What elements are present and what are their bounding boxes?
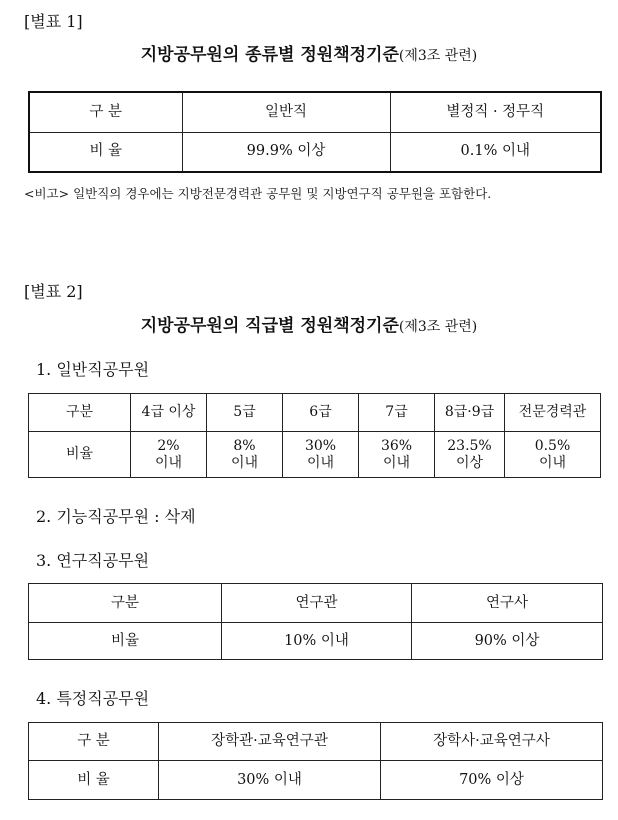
table-row xyxy=(29,623,603,660)
header-cell: 구분 xyxy=(29,394,131,432)
header-cell: 6급 xyxy=(283,394,359,432)
table-row xyxy=(29,432,601,478)
cell-qualifier: 이내 xyxy=(382,454,411,471)
section-2-heading: 2. 기능직공무원 : 삭제 xyxy=(36,507,196,526)
section-4-heading: 4. 특정직공무원 xyxy=(36,689,150,708)
table-cell: 10% 이내 xyxy=(222,623,412,660)
header-cell: 장학사·교육연구사 xyxy=(381,723,603,761)
cell-value: 0.5% xyxy=(534,437,571,454)
table-cell: 30% 이내 xyxy=(159,761,381,800)
grade-type-ratio-table xyxy=(28,91,602,173)
cell-qualifier: 이내 xyxy=(538,454,567,471)
table-cell xyxy=(207,432,283,478)
cell-value: 30% xyxy=(304,437,337,454)
row-label: 비 율 xyxy=(29,132,182,172)
annex-1-tag: [별표 1] xyxy=(24,12,83,31)
table-cell xyxy=(505,432,601,478)
table-header-row xyxy=(29,394,601,432)
table-row xyxy=(29,132,601,172)
cell-qualifier: 이내 xyxy=(306,454,335,471)
annex-2-title-ref: (제3조 관련) xyxy=(398,319,478,335)
header-cell: 구 분 xyxy=(29,723,159,761)
header-cell: 구 분 xyxy=(29,92,182,132)
table-cell: 70% 이상 xyxy=(381,761,603,800)
general-service-table xyxy=(28,393,601,478)
cell-value: 23.5% xyxy=(447,437,492,454)
table-header-row xyxy=(29,584,603,623)
annex-2-title-text: 지방공무원의 직급별 정원책정기준 xyxy=(140,316,399,336)
table-cell xyxy=(359,432,435,478)
table-cell xyxy=(131,432,207,478)
header-cell: 전문경력관 xyxy=(505,394,601,432)
cell-value: 8% xyxy=(233,437,256,454)
research-service-table xyxy=(28,583,603,660)
special-service-table xyxy=(28,722,603,800)
annex-1-title xyxy=(0,40,618,65)
annex-2-title xyxy=(0,311,618,336)
table-cell: 0.1% 이내 xyxy=(390,132,601,172)
annex-1-title-text: 지방공무원의 종류별 정원책정기준 xyxy=(140,45,399,65)
annex-1-title-ref: (제3조 관련) xyxy=(398,48,478,64)
header-cell: 4급 이상 xyxy=(131,394,207,432)
table-cell: 99.9% 이상 xyxy=(182,132,390,172)
table-cell xyxy=(435,432,505,478)
row-label: 비율 xyxy=(29,623,222,660)
header-cell: 장학관·교육연구관 xyxy=(159,723,381,761)
header-cell: 구분 xyxy=(29,584,222,623)
section-3-heading: 3. 연구직공무원 xyxy=(36,551,150,570)
table-cell xyxy=(283,432,359,478)
header-cell: 연구사 xyxy=(412,584,603,623)
table-cell: 90% 이상 xyxy=(412,623,603,660)
header-cell: 연구관 xyxy=(222,584,412,623)
header-cell: 5급 xyxy=(207,394,283,432)
cell-qualifier: 이내 xyxy=(154,454,183,471)
header-cell: 별정직 · 정무직 xyxy=(390,92,601,132)
cell-value: 2% xyxy=(157,437,180,454)
cell-value: 36% xyxy=(380,437,413,454)
header-cell: 8급·9급 xyxy=(435,394,505,432)
section-1-heading: 1. 일반직공무원 xyxy=(36,360,150,379)
cell-qualifier: 이상 xyxy=(455,454,484,471)
annex-1-note: <비고> 일반직의 경우에는 지방전문경력관 공무원 및 지방연구직 공무원을 포함한다. xyxy=(24,186,492,201)
cell-qualifier: 이내 xyxy=(230,454,259,471)
table-header-row xyxy=(29,92,601,132)
header-cell: 7급 xyxy=(359,394,435,432)
table-header-row xyxy=(29,723,603,761)
table-row xyxy=(29,761,603,800)
row-label: 비 율 xyxy=(29,761,159,800)
annex-2-tag: [별표 2] xyxy=(24,282,83,301)
header-cell: 일반직 xyxy=(182,92,390,132)
row-label: 비율 xyxy=(29,432,131,478)
